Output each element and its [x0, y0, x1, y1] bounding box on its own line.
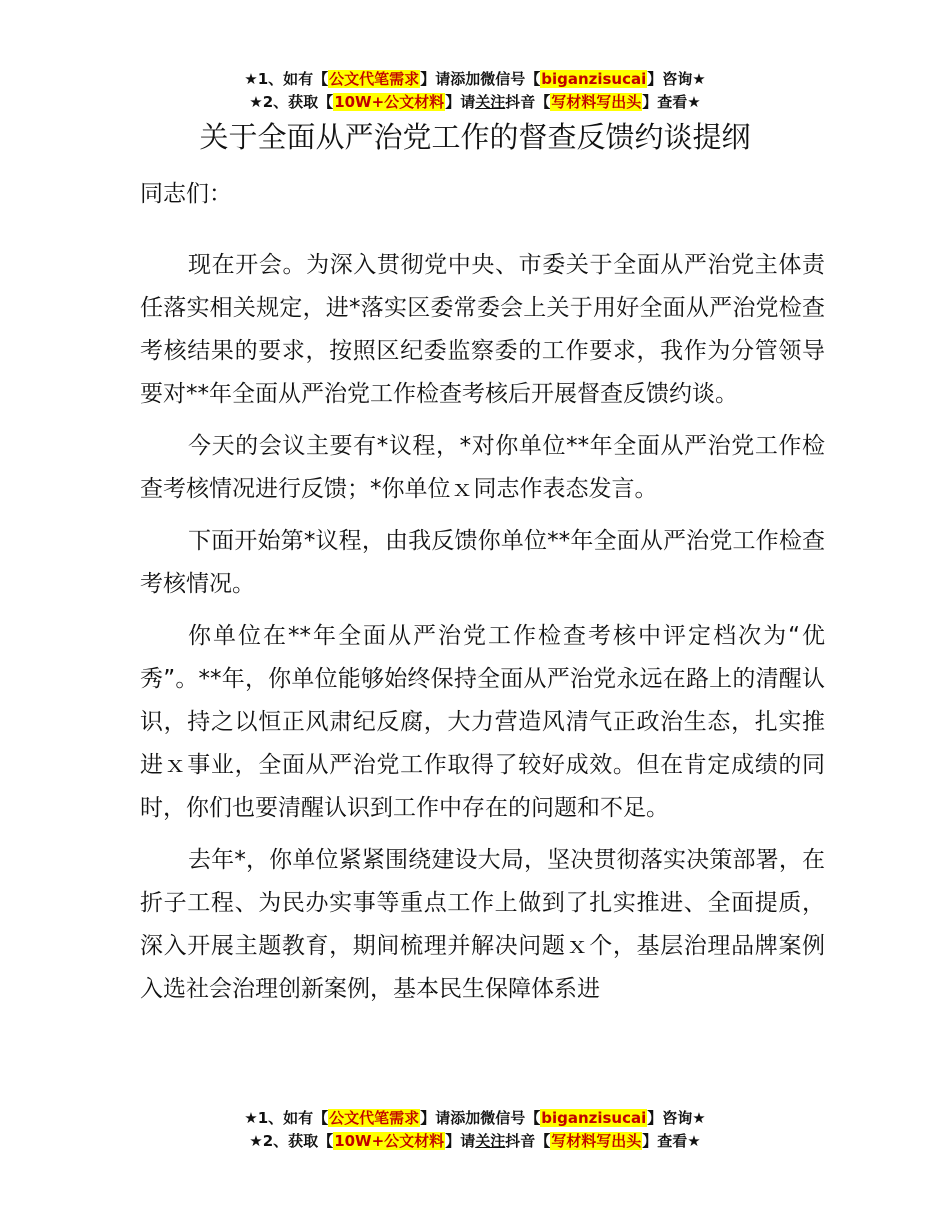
paragraph-2: 今天的会议主要有*议程，*对你单位**年全面从严治党工作检查考核情况进行反馈；*你单位ｘ同志作表态发言。: [140, 433, 825, 502]
promo-highlight-materials: 10W+公文材料: [334, 93, 445, 111]
promo-highlight-wechat-id: biganzisucai: [541, 1109, 647, 1127]
document-title: 关于全面从严治党工作的督查反馈约谈提纲: [199, 120, 751, 154]
promo-highlight-service: 公文代笔需求: [329, 70, 420, 88]
promo-highlight-account: 写材料写出头: [551, 1132, 642, 1150]
promo-text: 】咨询★: [647, 1109, 706, 1127]
promo-highlight-service: 公文代笔需求: [329, 1109, 420, 1127]
promo-text: 】请: [445, 93, 476, 111]
promo-text: ★1、如有【: [244, 70, 329, 88]
promo-text: 】咨询★: [647, 70, 706, 88]
header-promo-banner: [0, 68, 950, 114]
promo-line-1: [0, 1107, 950, 1130]
promo-line-1: [0, 68, 950, 91]
promo-text: 】查看★: [642, 93, 701, 111]
promo-text: 】请添加微信号【: [420, 70, 541, 88]
promo-text: ★1、如有【: [244, 1109, 329, 1127]
promo-line-2: [0, 91, 950, 114]
promo-text: 】请添加微信号【: [420, 1109, 541, 1127]
promo-text: 抖音【: [505, 93, 551, 111]
promo-underline-follow: 关注: [475, 93, 506, 111]
promo-text: 】查看★: [642, 1132, 701, 1150]
promo-text: 抖音【: [505, 1132, 551, 1150]
promo-underline-follow: 关注: [475, 1132, 506, 1150]
promo-line-2: [0, 1130, 950, 1153]
promo-highlight-wechat-id: biganzisucai: [541, 70, 647, 88]
footer-promo-banner: [0, 1107, 950, 1153]
promo-text: ★2、获取【: [249, 93, 334, 111]
paragraph-4: 你单位在**年全面从严治党工作检查考核中评定档次为“优秀”。**年，你单位能够始终保持全面从严治党永远在路上的清醒认识，持之以恒正风肃纪反腐，大力营造风清气正政治生态，扎实推进ｘ事业，全面从严治党工作取得了较好成效。但在肯定成绩的同时，你们也要清醒认识到工作中存在的问题和不足。: [140, 623, 825, 821]
promo-highlight-account: 写材料写出头: [551, 93, 642, 111]
paragraph-5: 去年*，你单位紧紧围绕建设大局，坚决贯彻落实决策部署，在折子工程、为民办实事等重点工作上做到了扎实推进、全面提质，深入开展主题教育，期间梳理并解决问题ｘ个，基层治理品牌案例入选社会治理创新案例，基本民生保障体系进: [140, 847, 825, 1002]
promo-highlight-materials: 10W+公文材料: [334, 1132, 445, 1150]
document-body: [140, 173, 825, 1011]
paragraph-1: 现在开会。为深入贯彻党中央、市委关于全面从严治党主体责任落实相关规定，进*落实区委常委会上关于用好全面从严治党检查考核结果的要求，按照区纪委监察委的工作要求，我作为分管领导要对**年全面从严治党工作检查考核后开展督查反馈约谈。: [140, 252, 825, 407]
promo-text: ★2、获取【: [249, 1132, 334, 1150]
promo-text: 】请: [445, 1132, 476, 1150]
paragraph-3: 下面开始第*议程，由我反馈你单位**年全面从严治党工作检查考核情况。: [140, 528, 825, 597]
greeting: 同志们：: [140, 181, 232, 207]
